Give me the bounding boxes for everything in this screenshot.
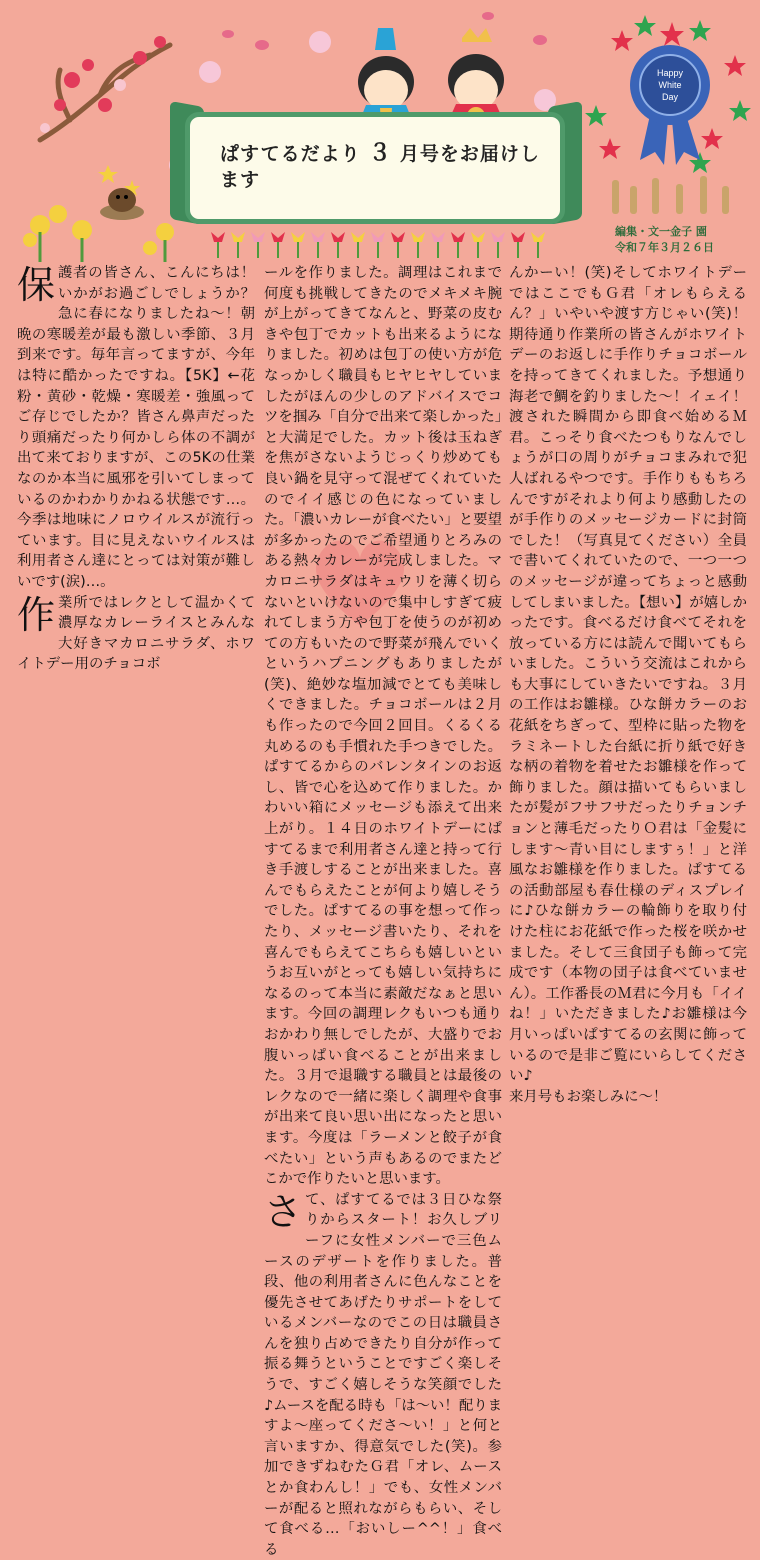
dropcap-3: さ (264, 1189, 303, 1234)
badge-line-2: White (658, 80, 682, 90)
section-3-text-part-1: て、ぱすてるでは３日ひな祭りからスタート！お久しブリーフに女性メンバーで三色ムースのデザートを作りました。普段、他の利用者さんに色んなことを優先させてあげたりサポートをしているメンバーなのでこの日は職員さんを独り占めできたり自分が作って振る舞うということですごく楽しそうで、すごく嬉しそうな笑顔でした♪ムースを配る時も「は～い！配りますよ～座ってくださ～い！」と何と言いますか、得意気でした(笑)。参加できずねむたＧ君「オレ、ムースとか食わんし！」でも、女性メンバーが配ると照れながらもらい、そして食べる…「おいしー^^！」食べる (264, 1191, 502, 1558)
section-2-text-part-1: 業所ではレクとして温かくて濃厚なカレーライスとみんな大好きマカロニサラダ、ホワイトデー用のチョコボ (17, 594, 255, 673)
section-2-continued (264, 263, 502, 1190)
article-body (0, 263, 760, 1558)
dropcap-1: 保 (17, 263, 56, 307)
tulip-icon (211, 232, 545, 258)
credit-block (615, 224, 755, 256)
section-1-text: 護者の皆さん、こんにちは！いかがお過ごしでしょうか？急に春になりましたね～！朝晩の寒暖差が最も激しい季節、３月到来です。毎年言ってますが、今年は特に酷かったですね。【5K】←花粉・黄砂・乾燥・寒暖差・強風ってご存じでしたか？皆さん鼻声だったり頭痛だったり何かしら体の不調が出て来ておりますが、この5Kの仕業なのか本当に風邪を引いてしまっているのかわかりかねる状態です…。今季は地味にノロウイルスが流行っています。目に見えないウイルスは利用者さん達にとっては対策が難しいです(涙)…。 (17, 265, 255, 590)
credit-author: 編集・文一金子 園 (615, 225, 707, 238)
mole-icon (100, 188, 144, 220)
credit-date: 令和７年３月２６日 (615, 241, 714, 254)
dropcap-2: 作 (17, 592, 56, 637)
badge-line-1: Happy (656, 68, 684, 78)
title-number: ３ (368, 140, 393, 166)
header-illustration (0, 0, 760, 262)
page-title (220, 140, 550, 193)
article-column-1 (17, 263, 255, 675)
section-3-continued (509, 263, 747, 1107)
plum-blossom-icon (40, 36, 170, 140)
section-3 (264, 1190, 502, 1560)
article-column-3 (509, 263, 747, 1107)
section-2 (17, 593, 255, 675)
section-2-text-part-2: ールを作りました。調理はこれまで何度も挑戦してきたのでメキメキ腕が上がってきてなんと、野菜の皮むきや包丁でカットも出来るようになりました。初めは包丁の使い方が危なっかしく職員もヒヤヒヤしていましたがほんの少しのアドバイスでコツを掴み「自分で出来て楽しかった」と大満足でした。カット後は玉ねぎを焦がさないようじっくり炒めても良い鍋を見守って混ぜてくれていたのでイイ感じの色になっていました。「濃いカレーが食べたい」と要望が多かったのでご希望通りとろみのある熱々カレーが完成しました。マカロニサラダはキュウリを薄く切らないといけないので集中しすぎて疲れてしまう方や包丁を使うのが初めての方もいたので野菜が飛んでいくというハプニングもありましたが(笑)、絶妙な塩加減でとても美味しくできました。チョコボールは２月も作ったので今回２回目。くるくる丸めるのも手慣れた手つきでした。ぱすてるからのバレンタインのお返し、皆で心を込めて作りました。かわいい箱にメッセージも添えて出来上がり。１４日のホワイトデーにぱすてるまで利用者さん達と持って行き手渡しすることが出来ました。喜んでもらえたことが何より嬉しそうでした。ぱすてるの事を想って作ったり、メッセージ書いたり、それを喜んでもらえてこちらも嬉しいというお互いがとっても嬉しい気持ちになるのって本当に素敵だなぁと思います。今回の調理レクもいつも通りおかわり無しでしたが、大盛りでお腹いっぱい食べることが出来ました。３月で退職する職員とは最後のレクなので一緒に楽しく調理や食事が出来て良い思い出になったと思います。今度は「ラーメンと餃子が食べたい」という声もあるのでまたどこかで作りたいと思います。 (264, 265, 502, 1188)
section-1 (17, 263, 255, 593)
white-day-badge-icon (630, 45, 710, 165)
badge-line-3: Day (661, 92, 679, 102)
rapeseed-flower-icon (23, 205, 174, 255)
title-rest: 月号をお届けします (220, 143, 540, 191)
section-3-text-part-2: んかーい！(笑)そしてホワイトデーではここでもＧ君「オレもらえるん？」いやいや渡す方じゃい(笑)！期待通り作業所の皆さんがホワイトデーのお返しに手作りチョコボールを持ってきてくれました。予想通り海老で鯛を釣りました～！イェイ！渡された瞬間から即食べ始めるＭ君。こっそり食べたつもりなんでしょうが口の周りがチョコまみれで犯人ばれるやつです。手作りももちろんですがそれより何より感動したのが手作りのメッセージカードに封筒でした！（写真見てください）全員で書いてくれていたので、一つ一つのメッセージが違ってちょっと感動してしまいました。【想い】が嬉しかったです。食べるだけ食べてそれを放っている方には読んで聞いてもらいました。こういう交流はこれからも大事にしていきたいですね。３月の工作はお雛様。ひな餅カラーのお花紙をちぎって、型枠に貼った物をラミネートした台紙に折り紙で好きな柄の着物を着せたお雛様を作って飾りました。顔は描いてもらいましたが髪がフサフサだったりチョンチョンと薄毛だったりＯ君は「金髪にします～青い目にしますぅ！」と洋風なお雛様を作りました。ぱすてるの活動部屋も春仕様のディスプレイに♪ひな餅カラーの輪飾りを取り付けた柱にお花紙で作った桜を咲かせました。そして三食団子も飾って完成です（本物の団子は食べていません）。工作番長のＭ君に今月も「イイね！」いただきました♪お雛様は今月いっぱいぱすてるの玄関に飾っているので是非ご覧にいらしてください♪ 来月号もお楽しみに～！ (509, 265, 747, 1105)
title-lead: ぱすてるだより (220, 143, 361, 165)
horsetail-icon (612, 176, 729, 214)
article-column-2 (264, 263, 502, 1560)
